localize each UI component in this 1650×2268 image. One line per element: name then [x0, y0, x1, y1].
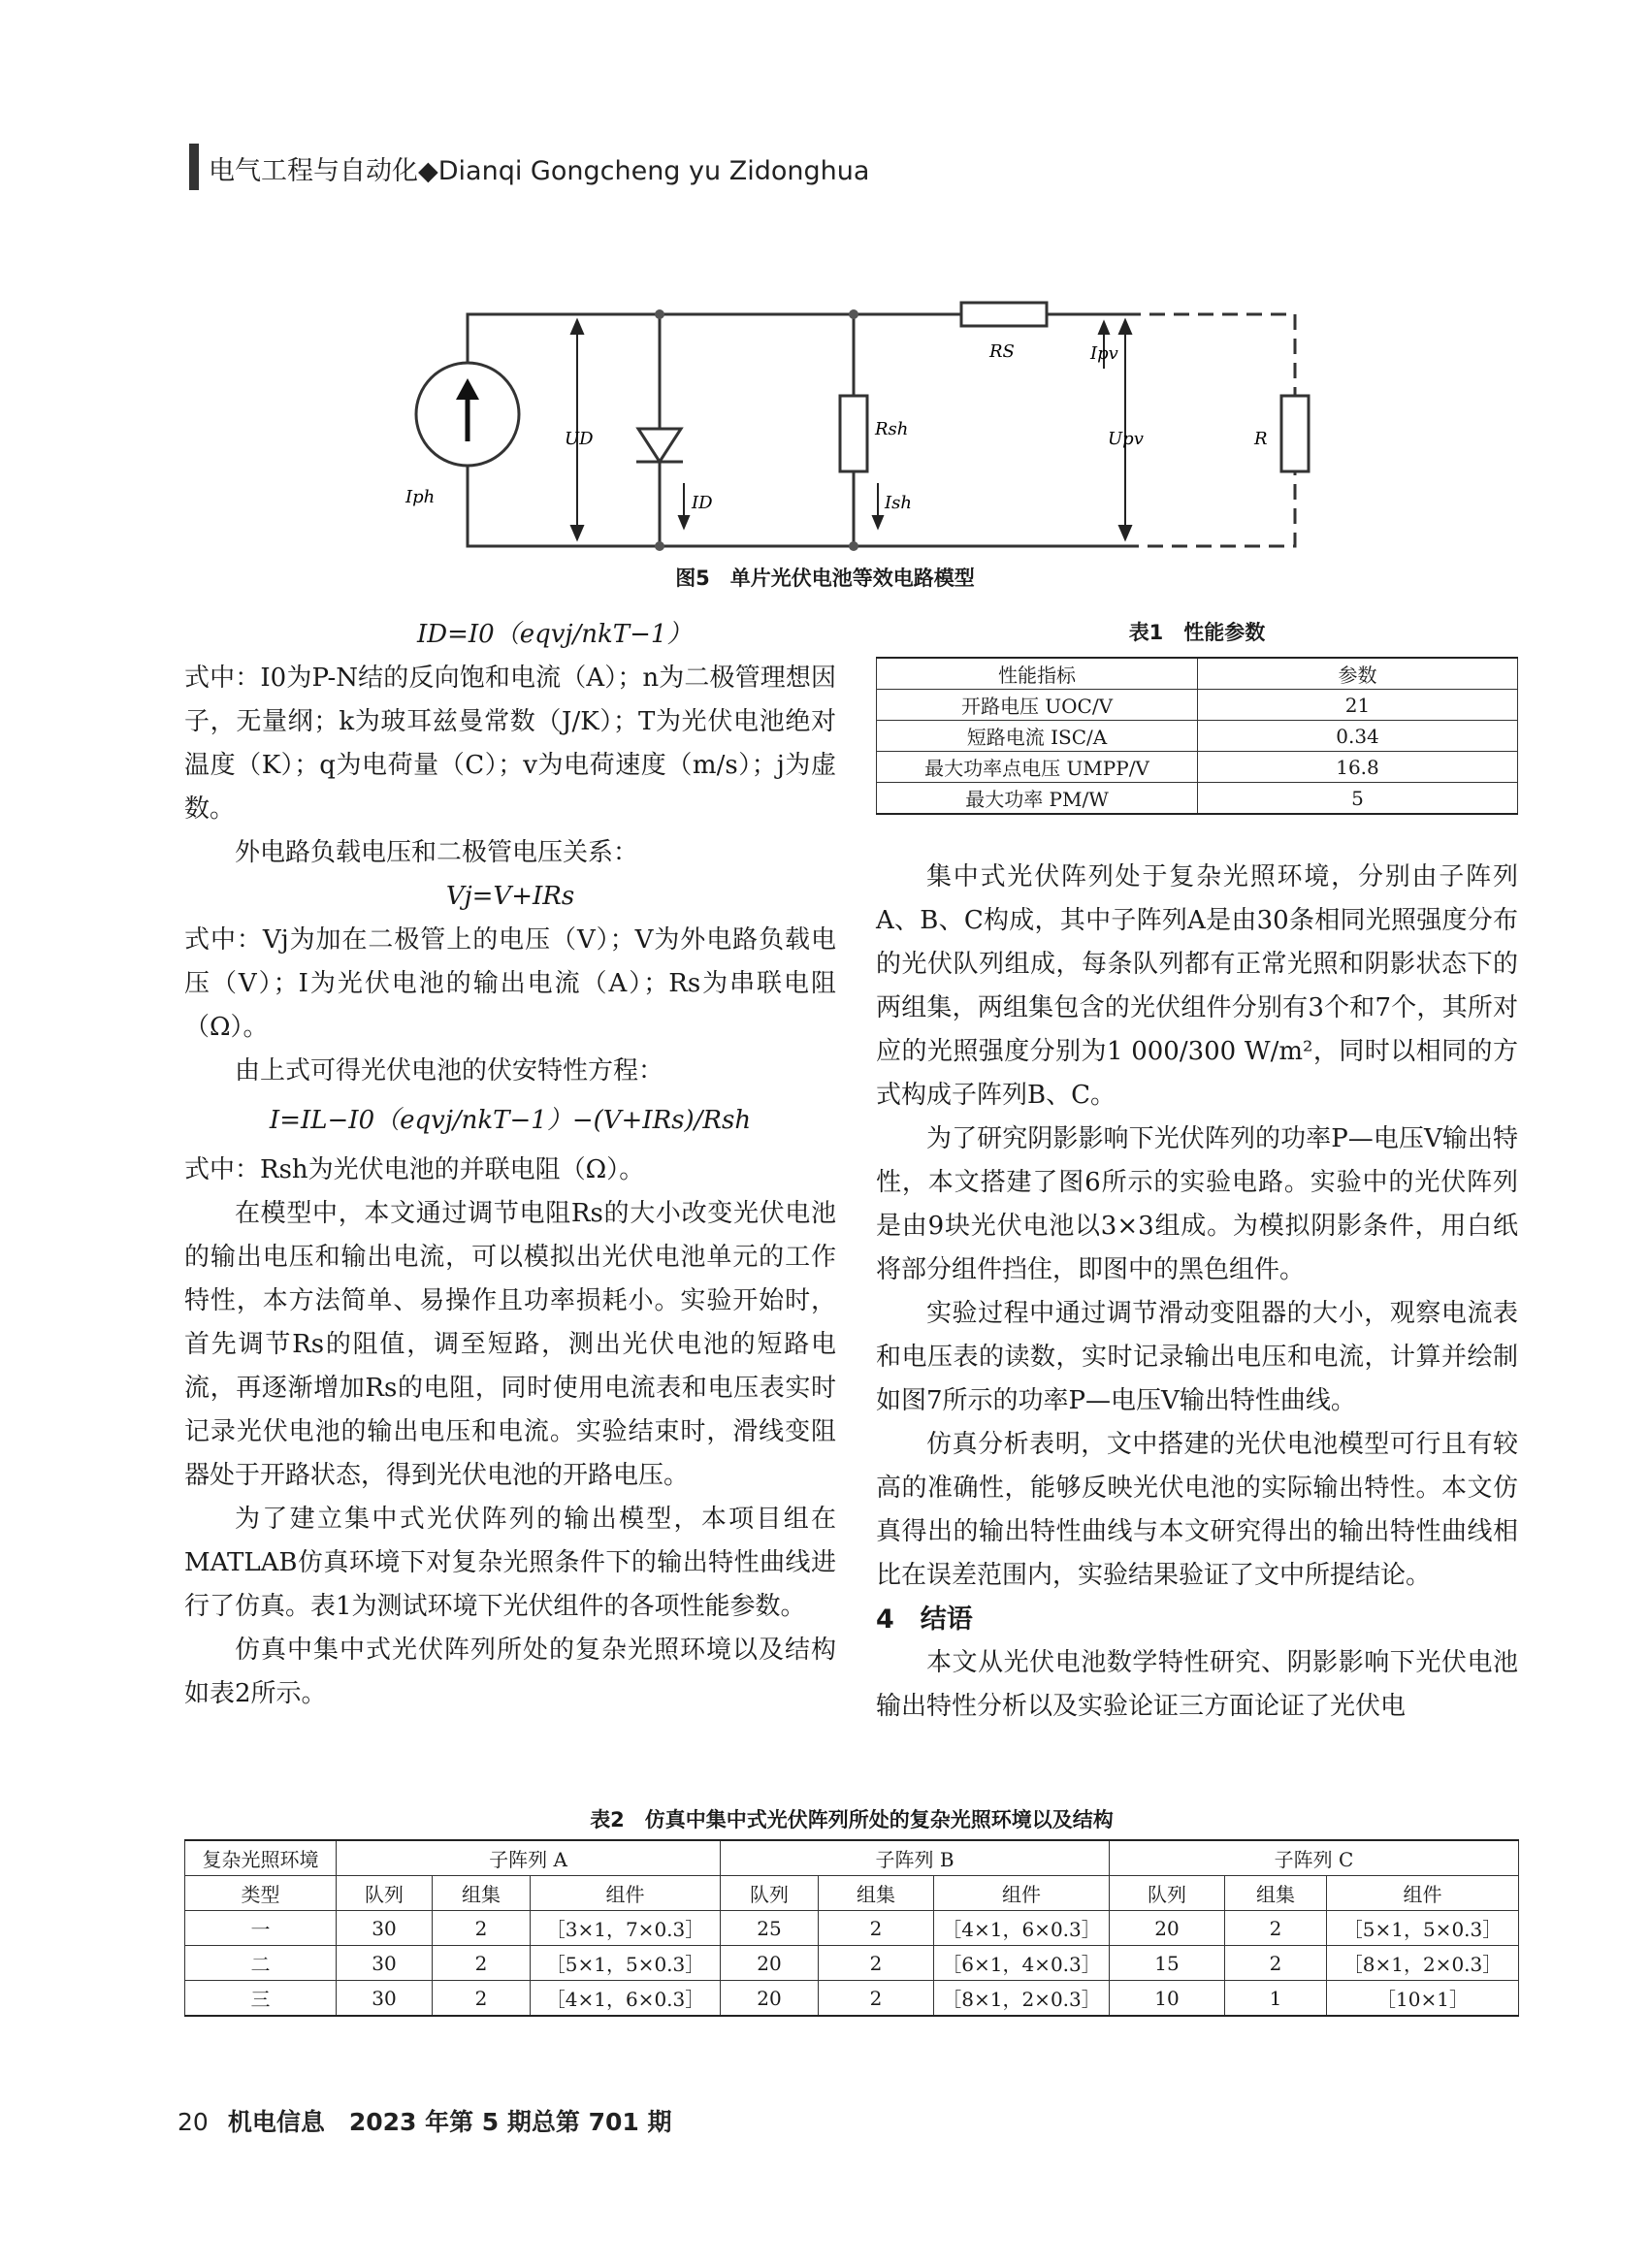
table-cell: 20: [721, 1981, 819, 2017]
table-cell: 二: [185, 1946, 337, 1981]
table-cell: ［10×1］: [1327, 1981, 1519, 2017]
paragraph: 仿真分析表明，文中搭建的光伏电池模型可行且有较高的准确性，能够反映光伏电池的实际输出特性。本文仿真得出的输出特性曲线与本文研究得出的输出特性曲线相比在误差范围内，实验结果验证了文中所提结论。: [876, 1430, 1518, 1590]
table-cell: 2: [433, 1946, 531, 1981]
table-cell: ［6×1，4×0.3］: [934, 1946, 1110, 1981]
table-row: [877, 783, 1518, 815]
table-header: 复杂光照环境: [185, 1840, 337, 1876]
table-cell: 30: [337, 1946, 433, 1981]
paragraph: 式中：Rsh为光伏电池的并联电阻（Ω）。: [184, 1155, 645, 1184]
table-cell: ［8×1，2×0.3］: [1327, 1946, 1519, 1981]
label-iph: Iph: [405, 487, 436, 507]
table-cell: 开路电压 UOC/V: [877, 690, 1198, 721]
table-cell: 三: [185, 1981, 337, 2017]
table-cell: 25: [721, 1911, 819, 1946]
table-row: [877, 721, 1518, 752]
table2-caption: 表2 仿真中集中式光伏阵列所处的复杂光照环境以及结构: [590, 1808, 1114, 1831]
figure-caption: 图5 单片光伏电池等效电路模型: [675, 567, 975, 590]
table-header: 组件: [934, 1876, 1110, 1911]
table-cell: 10: [1110, 1981, 1225, 2017]
table-cell: ［3×1，7×0.3］: [531, 1911, 721, 1946]
table-cell: ［8×1，2×0.3］: [934, 1981, 1110, 2017]
table-header: 组件: [1327, 1876, 1519, 1911]
label-r: R: [1254, 429, 1268, 449]
table-header: 队列: [1110, 1876, 1225, 1911]
paragraph: 集中式光伏阵列处于复杂光照环境，分别由子阵列A、B、C构成，其中子阵列A是由30条相同光照强度分布的光伏队列组成，每条队列都有正常光照和阴影状态下的两组集，两组集包含的光伏组件分别有3个和7个，其所对应的光照强度分别为1 000/300 W/m²，同时以相同的方式构成子阵列B、C。: [876, 862, 1518, 1110]
paragraph: 外电路负载电压和二极管电压关系：: [235, 838, 639, 867]
table-header: 子阵列 A: [337, 1840, 721, 1876]
table-cell: ［5×1，5×0.3］: [1327, 1911, 1519, 1946]
table-cell: 30: [337, 1981, 433, 2017]
running-header: 电气工程与自动化◆Dianqi Gongcheng yu Zidonghua: [209, 156, 870, 186]
table-cell: 短路电流 ISC/A: [877, 721, 1198, 752]
table-cell: 2: [433, 1981, 531, 2017]
circuit-diagram: [378, 291, 1329, 558]
table-cell: 21: [1198, 690, 1518, 721]
paragraph: 仿真中集中式光伏阵列所处的复杂光照环境以及结构如表2所示。: [184, 1636, 836, 1708]
table-header: 类型: [185, 1876, 337, 1911]
table-row: [877, 752, 1518, 783]
table-row: [185, 1981, 1519, 2017]
table-cell: 2: [819, 1946, 934, 1981]
table-row: [877, 658, 1518, 690]
table-header: 组集: [433, 1876, 531, 1911]
header-bar: [189, 144, 199, 190]
label-rs: RS: [989, 341, 1015, 362]
table-cell: 15: [1110, 1946, 1225, 1981]
table-cell: ［5×1，5×0.3］: [531, 1946, 721, 1981]
table-header: 组集: [1225, 1876, 1327, 1911]
table-header: 参数: [1198, 658, 1518, 690]
table-row: [185, 1911, 1519, 1946]
equation-vj: Vj=V+IRs: [445, 882, 575, 911]
table-cell: 20: [721, 1946, 819, 1981]
table-cell: 1: [1225, 1981, 1327, 2017]
table1: [876, 657, 1518, 815]
table-cell: 30: [337, 1911, 433, 1946]
table-cell: 0.34: [1198, 721, 1518, 752]
right-column: [876, 856, 1518, 1729]
section-heading: 4 结语: [876, 1604, 973, 1635]
table-cell: 2: [1225, 1911, 1327, 1946]
table-row: [185, 1946, 1519, 1981]
table-cell: 最大功率 PM/W: [877, 783, 1198, 815]
paragraph: 式中：I0为P-N结的反向饱和电流（A）；n为二极管理想因子，无量纲；k为玻耳兹曼常数（J/K）；T为光伏电池绝对温度（K）；q为电荷量（C）；v为电荷速度（m/s）；j为虚数。: [184, 664, 836, 824]
table-header: 组件: [531, 1876, 721, 1911]
table-cell: ［4×1，6×0.3］: [934, 1911, 1110, 1946]
page-number: 20: [178, 2108, 209, 2136]
label-id: ID: [692, 493, 713, 513]
page-footer: [178, 2103, 672, 2138]
table-header: 组集: [819, 1876, 934, 1911]
table-header: 队列: [721, 1876, 819, 1911]
paragraph: 由上式可得光伏电池的伏安特性方程：: [235, 1056, 664, 1085]
left-column: [184, 613, 836, 1716]
table-row: [185, 1840, 1519, 1876]
label-ud: UD: [565, 429, 594, 449]
table-header: 子阵列 C: [1110, 1840, 1519, 1876]
paragraph: 实验过程中通过调节滑动变阻器的大小，观察电流表和电压表的读数，实时记录输出电压和电流，计算并绘制如图7所示的功率P—电压V输出特性曲线。: [876, 1299, 1518, 1415]
table1-caption: 表1 性能参数: [1128, 621, 1266, 644]
table-cell: 2: [819, 1911, 934, 1946]
label-rsh: Rsh: [875, 419, 909, 439]
paragraph: 为了建立集中式光伏阵列的输出模型，本项目组在MATLAB仿真环境下对复杂光照条件下的输出特性曲线进行了仿真。表1为测试环境下光伏组件的各项性能参数。: [184, 1505, 836, 1621]
label-ipv: Ipv: [1090, 343, 1118, 364]
equation-iv: I=IL−I0（eqvj/nkT−1）−(V+IRs)/Rsh: [269, 1106, 752, 1135]
label-upv: Upv: [1108, 429, 1144, 449]
table-cell: 20: [1110, 1911, 1225, 1946]
paragraph: 为了研究阴影影响下光伏阵列的功率P—电压V输出特性，本文搭建了图6所示的实验电路。实验中的光伏阵列是由9块光伏电池以3×3组成。为模拟阴影条件，用白纸将部分组件挡住，即图中的黑色组件。: [876, 1124, 1518, 1284]
table-cell: 一: [185, 1911, 337, 1946]
table-cell: 2: [433, 1911, 531, 1946]
table-row: [877, 690, 1518, 721]
table-header: 子阵列 B: [721, 1840, 1110, 1876]
table2: [184, 1839, 1519, 2017]
journal-issue: 机电信息 2023 年第 5 期总第 701 期: [227, 2108, 672, 2136]
table-cell: ［4×1，6×0.3］: [531, 1981, 721, 2017]
equation-id: ID=I0（eqvj/nkT−1）: [417, 620, 693, 649]
paragraph: 本文从光伏电池数学特性研究、阴影影响下光伏电池输出特性分析以及实验论证三方面论证了光伏电: [876, 1648, 1518, 1721]
table-cell: 5: [1198, 783, 1518, 815]
table-cell: 16.8: [1198, 752, 1518, 783]
table-cell: 最大功率点电压 UMPP/V: [877, 752, 1198, 783]
paragraph: 式中：Vj为加在二极管上的电压（V）；V为外电路负载电压（V）；I为光伏电池的输出电流（A）；Rs为串联电阻（Ω）。: [184, 925, 836, 1042]
table-cell: 2: [819, 1981, 934, 2017]
paragraph: 在模型中，本文通过调节电阻Rs的大小改变光伏电池的输出电压和输出电流，可以模拟出光伏电池单元的工作特性，本方法简单、易操作且功率损耗小。实验开始时，首先调节Rs的阻值，调至短路，测出光伏电池的短路电流，再逐渐增加Rs的电阻，同时使用电流表和电压表实时记录光伏电池的输出电压和电流。实验结束时，滑线变阻器处于开路状态，得到光伏电池的开路电压。: [184, 1199, 836, 1490]
label-ish: Ish: [885, 493, 912, 513]
table-row: [185, 1876, 1519, 1911]
table-header: 队列: [337, 1876, 433, 1911]
table-header: 性能指标: [877, 658, 1198, 690]
table-cell: 2: [1225, 1946, 1327, 1981]
